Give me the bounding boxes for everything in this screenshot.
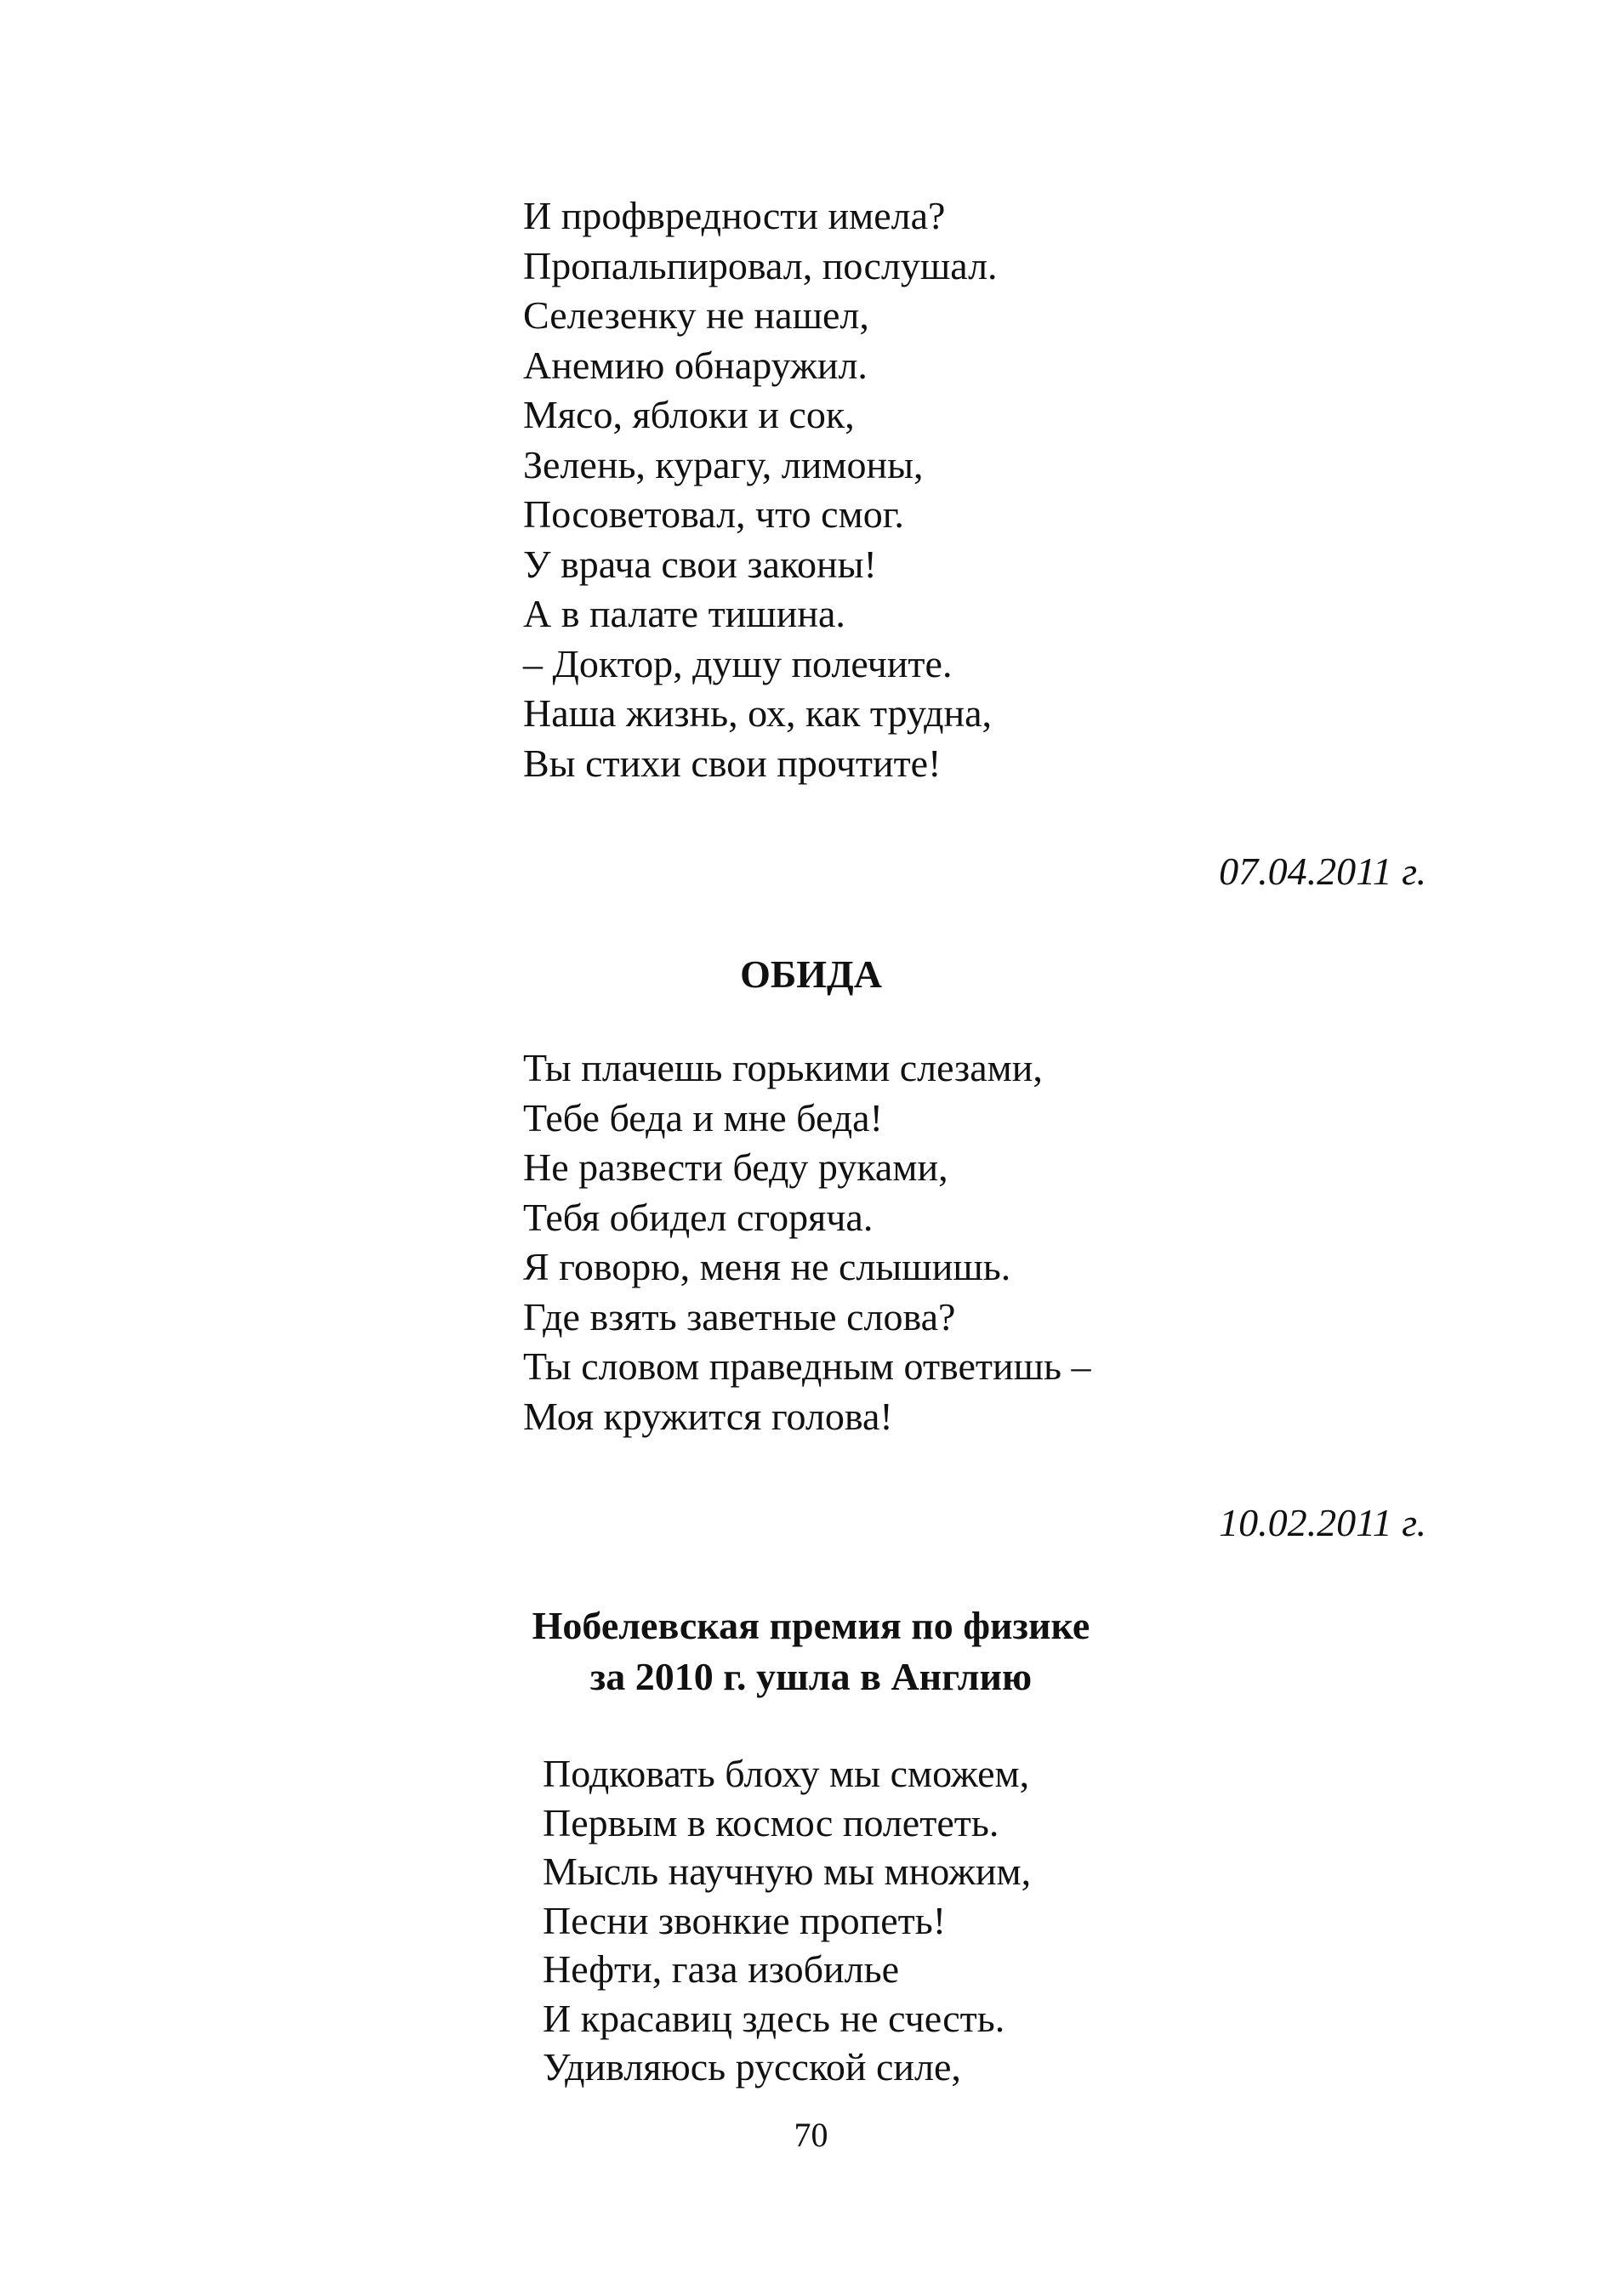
verse-line: Не развести беду руками, (523, 1145, 948, 1189)
verse-line: Посоветовал, что смог. (523, 492, 904, 536)
verse-line: Зелень, курагу, лимоны, (523, 442, 924, 486)
verse-line: – Доктор, душу полечите. (523, 641, 953, 685)
verse-line: Тебе беда и мне беда! (523, 1095, 883, 1139)
poem-obida-verse (523, 1043, 1091, 1441)
poem-continued-verse (523, 191, 998, 788)
verse-line: Ты словом праведным ответишь – (523, 1344, 1091, 1388)
verse-line: Удивляюсь русской силе, (543, 2045, 961, 2089)
verse-line: А в палате тишина. (523, 592, 845, 635)
page-number: 70 (794, 2116, 828, 2154)
poem-title-line-2: за 2010 г. ушла в Англию (589, 1655, 1033, 1698)
verse-line: Я говорю, меня не слышишь. (523, 1245, 1011, 1288)
verse-line: Селезенку не нашел, (523, 293, 869, 337)
verse-line: Песни звонкие пропеть! (543, 1898, 947, 1942)
verse-line: И красавиц здесь не счесть. (543, 1996, 1005, 2040)
verse-line: Пропальпировал, послушал. (523, 243, 998, 287)
verse-line: Нефти, газа изобилье (543, 1947, 899, 1991)
verse-line: Мысль научную мы множим, (543, 1850, 1032, 1893)
verse-line: Подковать блоху мы сможем, (543, 1752, 1030, 1795)
poem-title: ОБИДА (740, 952, 882, 996)
verse-line: У врача свои законы! (523, 542, 877, 586)
verse-line: Вы стихи свои прочтите! (523, 741, 942, 785)
verse-line: Анемию обнаружил. (523, 343, 868, 387)
verse-line: И профвредности имела? (523, 194, 946, 237)
poem-title-line-1: Нобелевская премия по физике (532, 1604, 1090, 1647)
verse-line: Ты плачешь горькими слезами, (523, 1046, 1043, 1089)
verse-line: Тебя обидел сгоряча. (523, 1195, 874, 1239)
verse-line: Первым в космос полететь. (543, 1800, 999, 1844)
verse-line: Мясо, яблоки и сок, (523, 393, 855, 436)
poem-date: 07.04.2011 г. (1219, 850, 1426, 893)
poem-nobel-verse (543, 1749, 1031, 2092)
verse-line: Моя кружится голова! (523, 1394, 893, 1438)
verse-line: Где взять заветные слова? (523, 1294, 956, 1338)
verse-line: Наша жизнь, ох, как трудна, (523, 691, 993, 735)
poem-date: 10.02.2011 г. (1219, 1501, 1426, 1544)
